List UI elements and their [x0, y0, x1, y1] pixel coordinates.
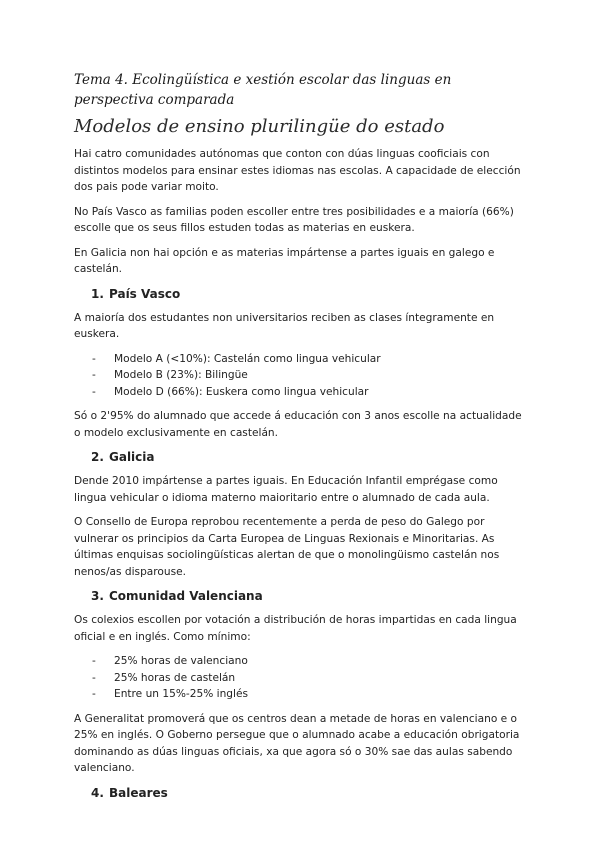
list-item [92, 686, 526, 703]
section-heading-pais-vasco [74, 286, 526, 303]
section-paragraph: A maioría dos estudantes non universitarios reciben as clases íntegramente en euskera. [74, 311, 495, 340]
list-item-text: 25% horas de valenciano [114, 655, 248, 667]
bullet-list [74, 653, 526, 703]
bullet-dash: - [92, 385, 96, 398]
section-number: 3. [91, 589, 104, 603]
section-title: Comunidad Valenciana [109, 589, 263, 603]
section-paragraph: Só o 2'95% do alumnado que accede á educación con 3 anos escolle na actualidade o modelo exclusivamente en castelán. [74, 410, 522, 439]
list-item [92, 384, 526, 401]
list-item-text: 25% horas de castelán [114, 671, 236, 684]
bullet-list [74, 351, 526, 401]
bullet-dash: - [92, 688, 96, 700]
section-number: 1. [91, 286, 104, 301]
section-paragraph: Dende 2010 impártense a partes iguais. En Educación Infantil emprégase como lingua vehicular o idioma materno maioritario entre o alumnado de cada aula. [74, 475, 498, 504]
list-item [92, 653, 526, 670]
list-item [92, 351, 526, 368]
section-title: Galicia [109, 450, 155, 464]
intro-paragraph: Hai catro comunidades autónomas que conton con dúas linguas cooficiais con distintos modelos para ensinar estes idiomas nas escolas. A capacidade de elección dos pais pode variar moito. [74, 148, 521, 193]
section-paragraph: O Consello de Europa reprobou recentemente a perda de peso do Galego por vulnerar os principios da Carta Europea de Linguas Rexionais e Minoritarias. As últimas enquisas sociolingüísticas alertan de que o monolingüismo castelán nos nenos/as disparouse. [74, 516, 500, 578]
section-number: 2. [91, 450, 104, 464]
bullet-dash: - [92, 655, 96, 667]
list-item-text: Entre un 15%-25% inglés [114, 688, 249, 700]
section-title: País Vasco [109, 286, 181, 301]
intro-paragraph: En Galicia non hai opción e as materias impártense a partes iguais en galego e castelán. [74, 246, 495, 275]
section-number: 4. [91, 785, 104, 800]
bullet-dash: - [92, 352, 96, 365]
section-heading-comunidad-valenciana [74, 588, 526, 605]
list-item-text: Modelo B (23%): Bilingüe [114, 369, 248, 381]
document-subtitle: Modelos de ensino plurilingüe do estado [74, 116, 445, 137]
list-item [92, 367, 526, 384]
bullet-dash: - [92, 671, 96, 684]
section-paragraph: Os colexios escollen por votación a distribución de horas impartidas en cada lingua oficial e en inglés. Como mínimo: [74, 614, 517, 643]
section-title: Baleares [109, 785, 168, 800]
section-heading-galicia [74, 449, 526, 466]
section-heading-baleares [74, 785, 526, 802]
list-item-text: Modelo D (66%): Euskera como lingua vehicular [114, 385, 369, 398]
document-title: Tema 4. Ecolingüística e xestión escolar das linguas en perspectiva comparada [74, 72, 452, 108]
list-item-text: Modelo A (<10%): Castelán como lingua vehicular [114, 352, 381, 365]
bullet-dash: - [92, 369, 96, 381]
section-paragraph: A Generalitat promoverá que os centros dean a metade de horas en valenciano e o 25% en inglés. O Goberno persegue que o alumnado acabe a educación obrigatoria dominando as dúas linguas oficiais, xa que agora só o 30% sae das aulas sabendo valenciano. [74, 712, 520, 774]
intro-paragraph: No País Vasco as familias poden escoller entre tres posibilidades e a maioría (66%) escolle que os seus fillos estuden todas as materias en euskera. [74, 205, 514, 234]
list-item [92, 670, 526, 687]
